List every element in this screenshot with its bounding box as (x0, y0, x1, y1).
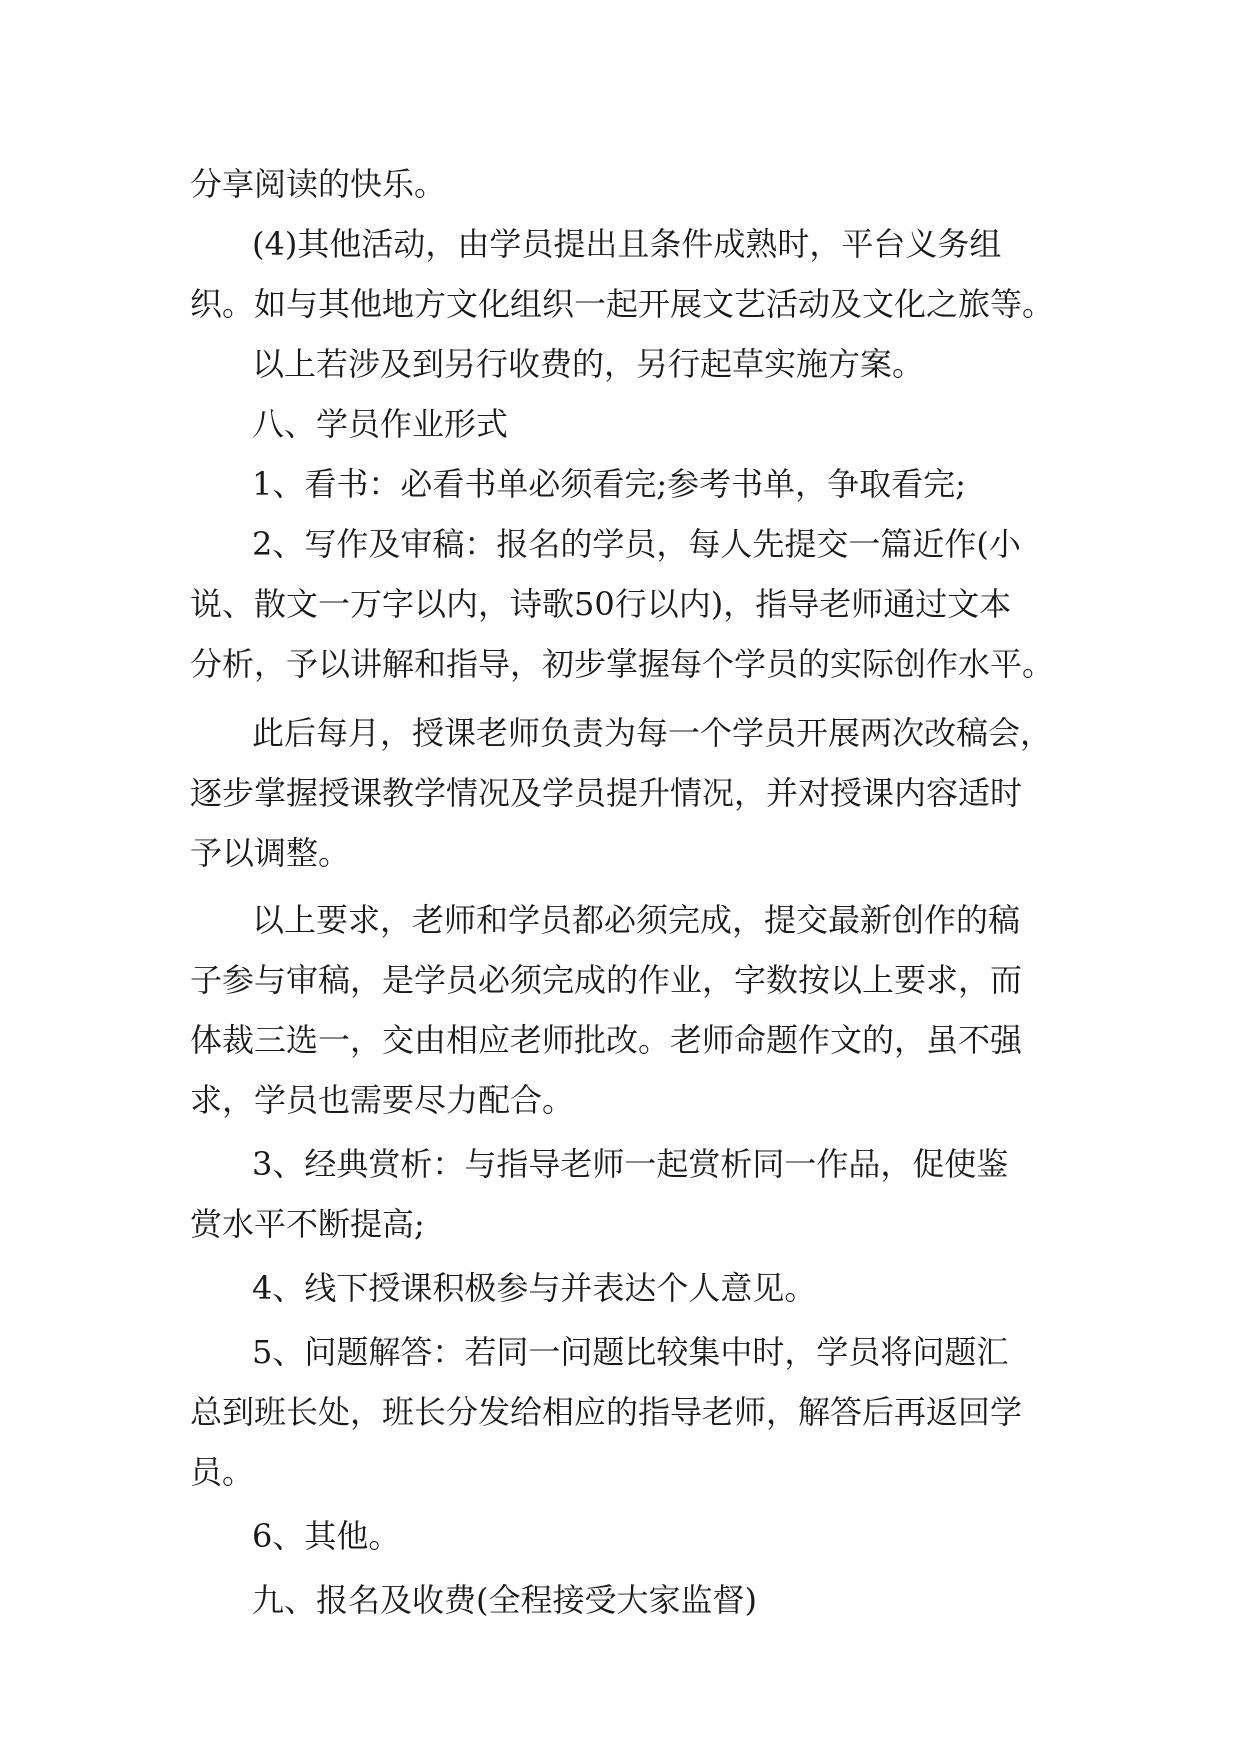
text-line: 分析，予以讲解和指导，初步掌握每个学员的实际创作水平。 (190, 645, 1055, 683)
text-line: 体裁三选一，交由相应老师批改。老师命题作文的，虽不强 (190, 1021, 1023, 1059)
text-line: 织。如与其他地方文化组织一起开展文艺活动及文化之旅等。 (190, 285, 1055, 323)
text-line: 说、散文一万字以内，诗歌50行以内)，指导老师通过文本 (190, 585, 1012, 623)
text-line: 6、其他。 (252, 1517, 401, 1555)
section-heading: 八、学员作业形式 (252, 405, 509, 443)
text-line: 总到班长处，班长分发给相应的指导老师，解答后再返回学 (190, 1393, 1023, 1431)
text-line: 分享阅读的快乐。 (190, 165, 447, 203)
text-line: 此后每月，授课老师负责为每一个学员开展两次改稿会， (252, 714, 1053, 752)
section-heading: 九、报名及收费(全程接受大家监督) (252, 1581, 757, 1619)
text-line: 3、经典赏析：与指导老师一起赏析同一作品，促使鉴 (252, 1145, 1009, 1183)
text-line: 4、线下授课积极参与并表达个人意见。 (252, 1269, 817, 1307)
text-line: 5、问题解答：若同一问题比较集中时，学员将问题汇 (252, 1333, 1009, 1371)
text-line: 子参与审稿，是学员必须完成的作业，字数按以上要求，而 (190, 961, 1023, 999)
text-line: 以上要求，老师和学员都必须完成，提交最新创作的稿 (252, 901, 1021, 939)
text-line: 2、写作及审稿：报名的学员，每人先提交一篇近作(小 (252, 525, 1021, 563)
text-line: 赏水平不断提高; (190, 1205, 425, 1243)
text-line: 逐步掌握授课教学情况及学员提升情况，并对授课内容适时 (190, 774, 1023, 812)
text-line: 员。 (190, 1453, 255, 1491)
text-line: 求，学员也需要尽力配合。 (190, 1081, 575, 1119)
text-line: 1、看书：必看书单必须看完;参考书单，争取看完; (252, 465, 966, 503)
text-line: (4)其他活动，由学员提出且条件成熟时，平台义务组 (252, 225, 1002, 263)
text-line: 予以调整。 (190, 834, 351, 872)
text-line: 以上若涉及到另行收费的，另行起草实施方案。 (252, 345, 925, 383)
